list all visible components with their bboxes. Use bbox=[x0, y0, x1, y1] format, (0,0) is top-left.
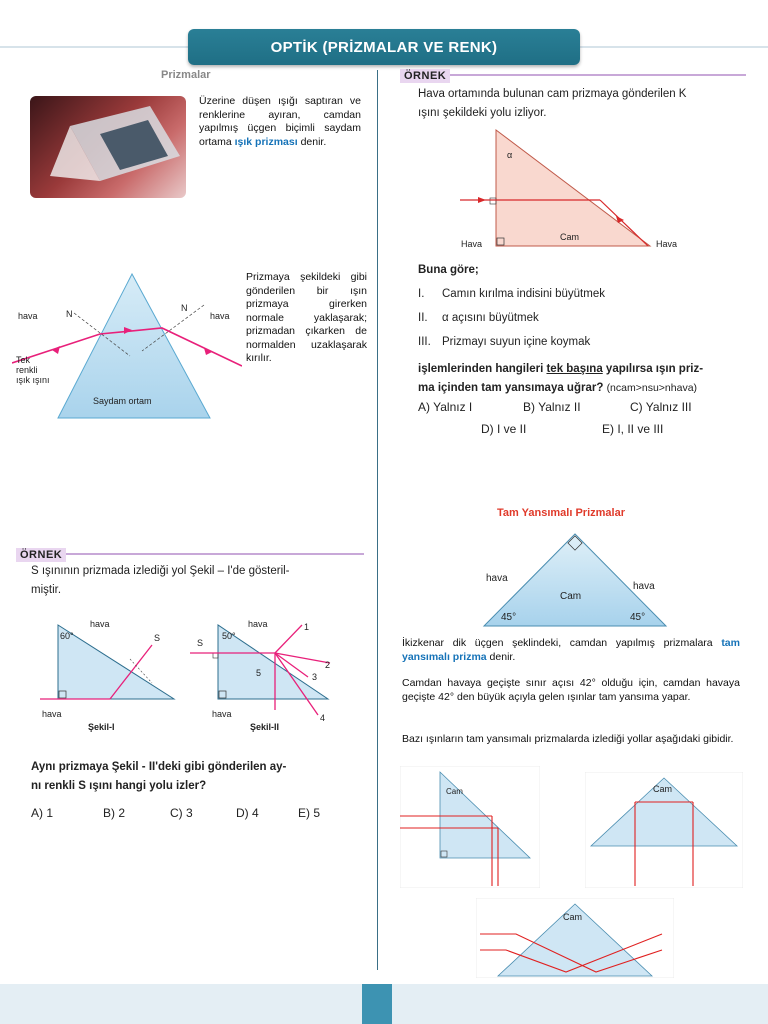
sekil2-angle: 50° bbox=[222, 631, 236, 641]
right-option-d[interactable]: D) I ve II bbox=[481, 422, 527, 436]
right-fig-alpha: α bbox=[507, 150, 513, 160]
tam-paragraph-1 bbox=[402, 637, 740, 664]
left-option-d[interactable]: D) 4 bbox=[236, 806, 259, 820]
ornek-rule-right bbox=[400, 74, 746, 76]
sekil1-caption: Şekil-I bbox=[88, 722, 115, 732]
ornek-rule-left bbox=[16, 553, 364, 555]
left-example-question bbox=[31, 562, 290, 600]
fig-hava-left: hava bbox=[18, 311, 38, 321]
sekil2-path-3: 3 bbox=[312, 672, 318, 682]
right-option-b[interactable]: B) Yalnız II bbox=[523, 400, 581, 414]
fig-medium-label: Saydam ortam bbox=[93, 396, 152, 406]
ornek-tag-right: ÖRNEK bbox=[400, 69, 450, 83]
sekil2-hava-top: hava bbox=[248, 619, 268, 629]
item-1-text: Camın kırılma indisini büyütmek bbox=[442, 288, 605, 300]
path-fig3-cam: Cam bbox=[563, 912, 583, 922]
column-divider bbox=[377, 70, 378, 970]
tam-hava-right: hava bbox=[633, 581, 655, 592]
left-option-b[interactable]: B) 2 bbox=[103, 806, 126, 820]
tam-angle-left: 45° bbox=[501, 612, 517, 623]
tam-cam: Cam bbox=[560, 591, 582, 602]
fig-hava-right: hava bbox=[210, 311, 230, 321]
question-line2-right: ma içinden tam yansımaya uğrar? bbox=[418, 382, 604, 394]
intro-end: denir. bbox=[300, 135, 327, 148]
sekil2-path-2: 2 bbox=[325, 660, 331, 670]
left-example-question2 bbox=[31, 758, 286, 796]
path-fig1-cam: Cam bbox=[446, 787, 463, 796]
tam-angle-right: 45° bbox=[630, 612, 646, 623]
right-fig-hava-right: Hava bbox=[656, 239, 678, 249]
tam-p1-highlight: tam yansımalı prizma bbox=[402, 637, 740, 663]
tam-hava-left: hava bbox=[486, 573, 508, 584]
sekil2-path-5: 5 bbox=[256, 668, 262, 678]
intro-text: Üzerine düşen ışığı saptıran ve renklerine ayıran, camdan yapılmış üçgen biçimli saydam ortama bbox=[199, 95, 361, 148]
item-3-text: Prizmayı suyun içine koymak bbox=[442, 336, 591, 348]
fig-ray-label bbox=[16, 355, 50, 385]
sekil1-s: S bbox=[154, 633, 161, 643]
page-title: OPTİK (PRİZMALAR VE RENK) bbox=[188, 29, 580, 65]
question-condition: (ncam>nsu>nhava) bbox=[606, 382, 698, 394]
prism-photo bbox=[30, 96, 186, 198]
buna-gore: Buna göre; bbox=[418, 264, 479, 276]
sekil1-hava-top: hava bbox=[90, 619, 110, 629]
question-post: yapılırsa ışın priz- bbox=[605, 363, 704, 375]
left-option-a[interactable]: A) 1 bbox=[31, 806, 54, 820]
page-number-tab bbox=[362, 984, 392, 1024]
right-example-intro bbox=[418, 85, 686, 123]
path-figure-3 bbox=[476, 898, 674, 978]
intro-paragraph bbox=[199, 95, 361, 149]
fig-normal-right: N bbox=[181, 303, 188, 313]
right-example-question bbox=[418, 360, 758, 398]
ornek-tag-left: ÖRNEK bbox=[16, 548, 66, 562]
sekil2-path-4: 4 bbox=[320, 713, 326, 723]
item-1-num: I. bbox=[418, 288, 425, 300]
right-intro-line1: Hava ortamında bulunan cam prizmaya gönderilen K bbox=[418, 88, 687, 100]
question-pre: işlemlerinden hangileri bbox=[418, 363, 544, 375]
tam-p1-post: denir. bbox=[489, 650, 516, 663]
sekil2-path-1: 1 bbox=[304, 622, 310, 632]
tam-paragraph-2: Camdan havaya geçişte sınır açısı 42° olduğu için, camdan havaya geçişte 42° den büyük açıyla gelen ışınlar tam yansıma yapar. bbox=[402, 677, 740, 703]
right-option-e[interactable]: E) I, II ve III bbox=[602, 422, 664, 436]
item-2-text: α açısını büyütmek bbox=[442, 312, 539, 324]
sekil1-angle: 60° bbox=[60, 631, 74, 641]
right-option-c[interactable]: C) Yalnız III bbox=[630, 400, 692, 414]
question-line1: S ışınının prizmada izlediği yol Şekil – I'de gösteril- bbox=[31, 565, 290, 577]
ray-label-line2: renkli bbox=[16, 365, 38, 375]
right-option-a[interactable]: A) Yalnız I bbox=[418, 400, 473, 414]
refraction-paragraph: Prizmaya şekildeki gibi gönderilen bir ışın prizmaya girerken normale yaklaşarak; prizmadan çıkarken de normalden uzaklaşarak kırılır. bbox=[246, 271, 367, 364]
ray-label-line1: Tek bbox=[16, 355, 31, 365]
sekil2-hava-bottom: hava bbox=[212, 709, 232, 719]
question2-line2: nı renkli S ışını hangi yolu izler? bbox=[31, 780, 207, 792]
path-fig2-cam: Cam bbox=[653, 784, 673, 794]
tam-paragraph-3: Bazı ışınların tam yansımalı prizmalarda izlediği yollar aşağıdaki gibidir. bbox=[402, 733, 734, 745]
question-line2: miştir. bbox=[31, 584, 62, 596]
path-figure-1 bbox=[400, 766, 540, 888]
sekil2-s: S bbox=[197, 638, 204, 648]
section-title-prizmalar: Prizmalar bbox=[161, 69, 211, 81]
question2-line1: Aynı prizmaya Şekil - II'deki gibi gönderilen ay- bbox=[31, 761, 287, 773]
fig-normal-left: N bbox=[66, 309, 73, 319]
sekil2-caption: Şekil-II bbox=[250, 722, 280, 732]
right-fig-hava-left: Hava bbox=[461, 239, 483, 249]
ray-label-line3: ışık ışını bbox=[16, 375, 50, 385]
item-3-num: III. bbox=[418, 336, 431, 348]
sekil1-hava-bottom: hava bbox=[42, 709, 62, 719]
question-underline: tek başına bbox=[546, 363, 603, 375]
right-fig-cam: Cam bbox=[560, 232, 580, 242]
intro-highlight: ışık prizması bbox=[234, 135, 298, 148]
left-option-c[interactable]: C) 3 bbox=[170, 806, 193, 820]
sekil-1-figure bbox=[40, 615, 180, 715]
item-2-num: II. bbox=[418, 312, 428, 324]
left-option-e[interactable]: E) 5 bbox=[298, 806, 321, 820]
tam-p1-pre: İkizkenar dik üçgen şeklindeki, camdan yapılmış prizmalara bbox=[402, 637, 713, 649]
right-intro-line2: ışını şekildeki yolu izliyor. bbox=[418, 107, 547, 119]
tam-yansimali-title: Tam Yansımalı Prizmalar bbox=[497, 507, 625, 519]
